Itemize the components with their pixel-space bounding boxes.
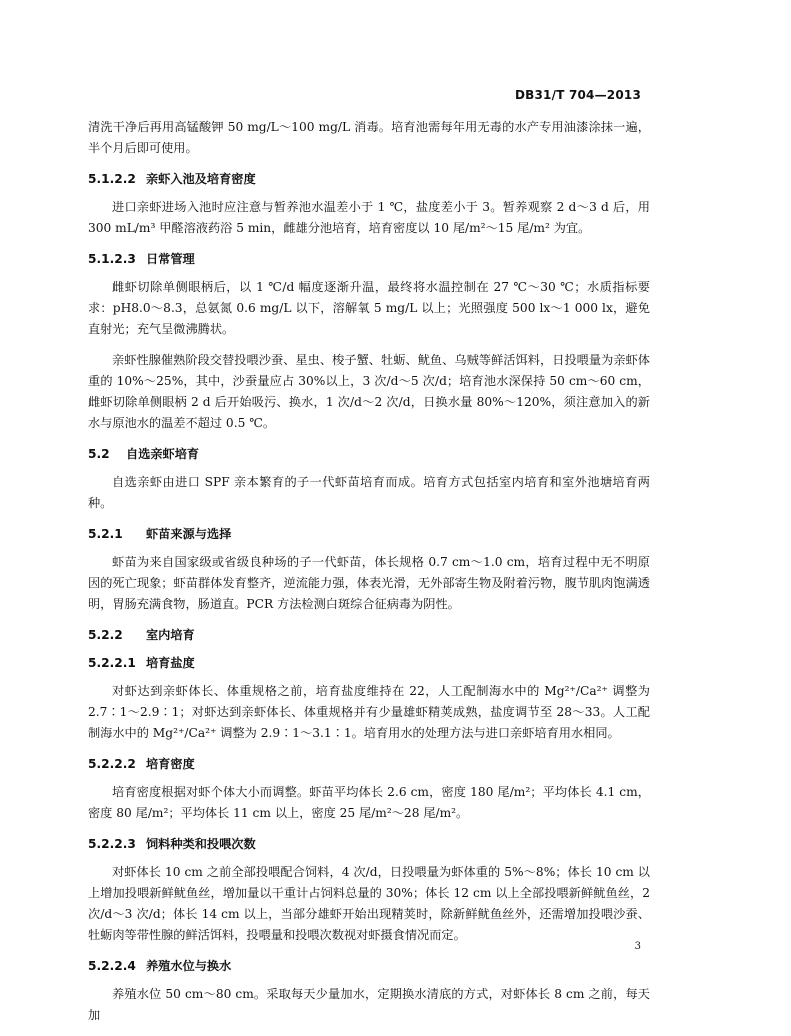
section-title: 亲虾入池及培育密度 (146, 172, 256, 186)
section-title: 虾苗来源与选择 (146, 527, 232, 541)
paragraph: 对虾达到亲虾体长、体重规格之前，培育盐度维持在 22，人工配制海水中的 Mg²⁺/Ca²⁺ 调整为 2.7∶1～2.9∶1；对虾达到亲虾体长、体重规格并有少量雄虾精荚成熟，盐度调节至 28～33。人工配制海水中的 Mg²⁺/Ca²⁺ 调整为 2.9∶1～3.1∶1。培育用水的处理方法与进口亲虾培育用水相同。 (88, 684, 650, 740)
section-heading (88, 171, 650, 187)
section-number: 5.1.2.3 (88, 252, 136, 266)
section-number: 5.2.2.1 (88, 656, 136, 670)
paragraph: 清洗干净后再用高锰酸钾 50 mg/L～100 mg/L 消毒。培育池需每年用无毒的水产专用油漆涂抹一遍，半个月后即可使用。 (88, 120, 650, 155)
section-heading (88, 756, 650, 772)
section-title: 自选亲虾培育 (126, 447, 200, 461)
standard-code: DB31/T 704—2013 (515, 88, 641, 102)
section-title: 饲料种类和投喂次数 (146, 837, 256, 851)
section-heading (88, 446, 650, 462)
section-number: 5.1.2.2 (88, 172, 136, 186)
section-title: 培育密度 (146, 757, 195, 771)
paragraph: 进口亲虾进场入池时应注意与暂养池水温差小于 1 ℃，盐度差小于 3。暂养观察 2 d～3 d 后，用 300 mL/m³ 甲醛溶液药浴 5 min，雌雄分池培育，培育密度以 10 尾/m²～15 尾/m² 为宜。 (88, 200, 650, 235)
paragraph: 对虾体长 10 cm 之前全部投喂配合饲料，4 次/d，日投喂量为虾体重的 5%～8%；体长 10 cm 以上增加投喂新鲜鱿鱼丝，增加量以干重计占饲料总量的 30%；体长 12 cm 以上全部投喂新鲜鱿鱼丝，2 次/d～3 次/d；体长 14 cm 以上，当部分雄虾开始出现精荚时，除新鲜鱿鱼丝外，还需增加投喂沙蚕、牡蛎肉等带性腺的鲜活饵料，投喂量和投喂次数视对虾摄食情况而定。 (88, 865, 650, 942)
section-number: 5.2 (88, 447, 110, 461)
section-number: 5.2.2 (88, 628, 123, 642)
paragraph: 自选亲虾由进口 SPF 亲本繁育的子一代虾苗培育而成。培育方式包括室内培育和室外池塘培育两种。 (88, 475, 650, 510)
paragraph: 虾苗为来自国家级或省级良种场的子一代虾苗，体长规格 0.7 cm～1.0 cm，培育过程中无不明原因的死亡现象；虾苗群体发育整齐，逆流能力强，体表光滑，无外部寄生物及附着污物，腹节肌肉饱满透明，胃肠充满食物，肠道直。PCR 方法检测白斑综合征病毒为阴性。 (88, 555, 650, 611)
section-title: 养殖水位与换水 (146, 959, 232, 973)
page-number: 3 (634, 941, 641, 952)
section-title: 培育盐度 (146, 656, 195, 670)
section-heading (88, 526, 650, 542)
section-number: 5.2.1 (88, 527, 123, 541)
paragraph: 培育密度根据对虾个体大小而调整。虾苗平均体长 2.6 cm，密度 180 尾/m²；平均体长 4.1 cm，密度 80 尾/m²；平均体长 11 cm 以上，密度 25 尾/m²～28 尾/m²。 (88, 785, 650, 820)
section-title: 室内培育 (146, 628, 195, 642)
paragraph: 亲虾性腺催熟阶段交替投喂沙蚕、星虫、梭子蟹、牡蛎、鱿鱼、乌贼等鲜活饵料，日投喂量为亲虾体重的 10%～25%，其中，沙蚕量应占 30%以上，3 次/d～5 次/d；培育池水深保持 50 cm～60 cm，雌虾切除单侧眼柄 2 d 后开始吸污、换水，1 次/d～2 次/d，日换水量 80%～120%，须注意加入的新水与原池水的温差不超过 0.5 ℃。 (88, 353, 650, 430)
section-heading (88, 251, 650, 267)
section-title: 日常管理 (146, 252, 195, 266)
section-number: 5.2.2.4 (88, 959, 136, 973)
paragraph: 雌虾切除单侧眼柄后，以 1 ℃/d 幅度逐渐升温，最终将水温控制在 27 ℃～30 ℃；水质指标要求：pH8.0～8.3，总氨氮 0.6 mg/L 以下，溶解氧 5 mg/L 以上；光照强度 500 lx～1 000 lx，避免直射光；充气呈微沸腾状。 (88, 280, 650, 336)
paragraph: 养殖水位 50 cm～80 cm。采取每天少量加水，定期换水清底的方式，对虾体长 8 cm 之前，每天加 (88, 987, 650, 1022)
section-number: 5.2.2.3 (88, 837, 136, 851)
document-body (88, 117, 650, 1036)
section-heading (88, 655, 650, 671)
section-heading (88, 836, 650, 852)
section-heading (88, 627, 650, 643)
section-heading (88, 958, 650, 974)
section-number: 5.2.2.2 (88, 757, 136, 771)
